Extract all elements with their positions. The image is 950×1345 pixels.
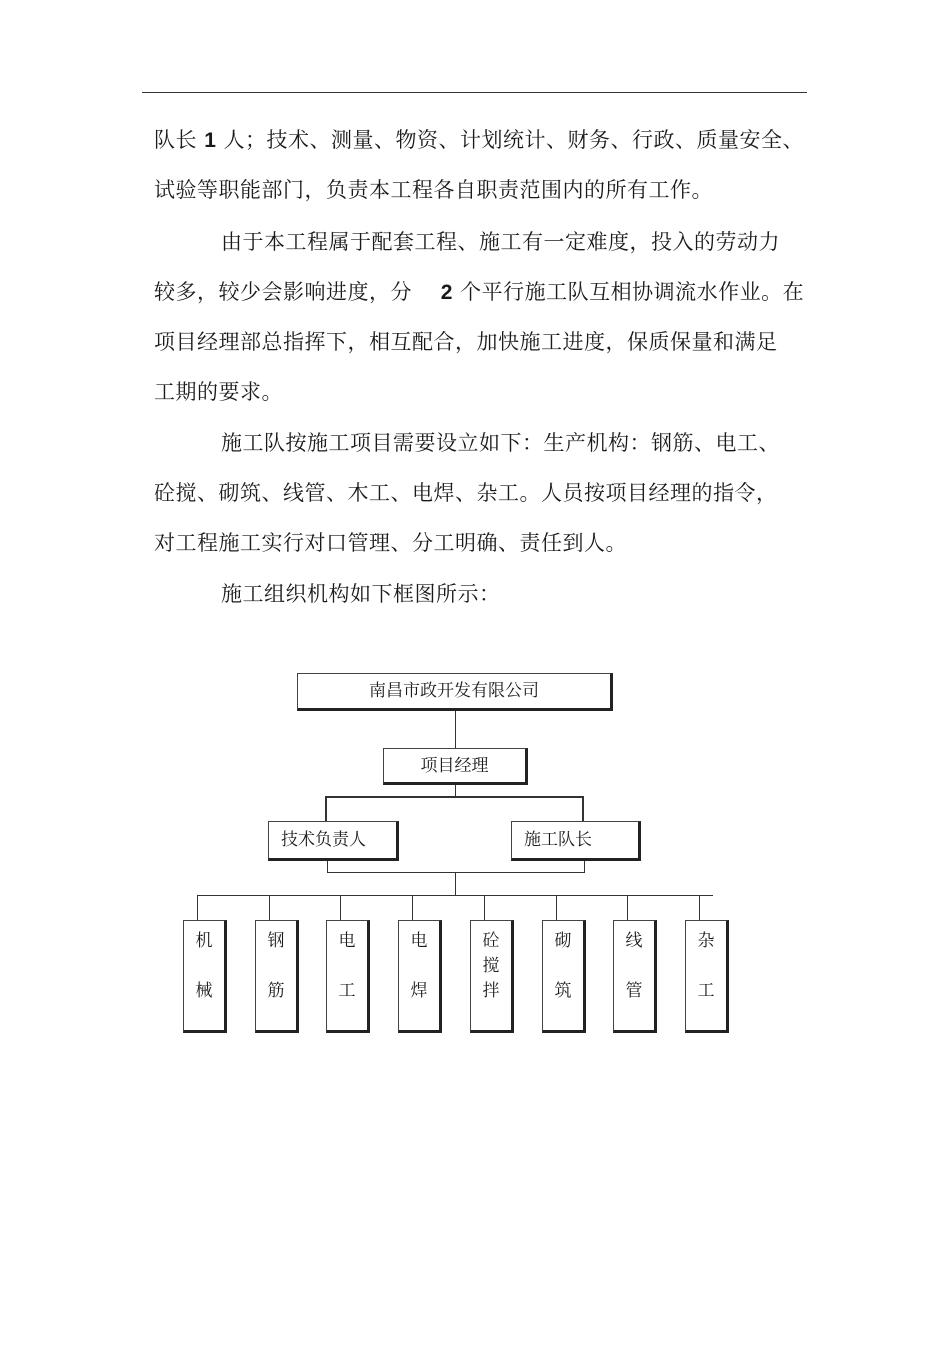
connector-line bbox=[556, 895, 557, 920]
team-label-char: 砌 bbox=[554, 931, 572, 951]
paragraph-line: 较多，较少会影响进度，分 2 个平行施工队互相协调流水作业。在 bbox=[154, 280, 805, 304]
team-label-char: 焊 bbox=[410, 981, 428, 1001]
team-node bbox=[542, 920, 586, 1033]
team-label-char: 钢 bbox=[267, 931, 285, 951]
paragraph-line: 对工程施工实行对口管理、分工明确、责任到人。 bbox=[154, 531, 627, 555]
team-label-char: 搅 bbox=[482, 956, 500, 976]
team-label-char: 管 bbox=[625, 981, 643, 1001]
team-label-char: 电 bbox=[338, 931, 356, 951]
team-node bbox=[326, 920, 370, 1033]
company-node: 南昌市政开发有限公司 bbox=[297, 673, 613, 711]
team-label-char: 电 bbox=[410, 931, 428, 951]
connector-line bbox=[325, 796, 584, 798]
connector-line bbox=[327, 872, 585, 873]
connector-line bbox=[582, 796, 584, 821]
paragraph-line: 项目经理部总指挥下，相互配合，加快施工进度，保质保量和满足 bbox=[154, 330, 778, 354]
connector-line bbox=[197, 895, 713, 896]
connector-line bbox=[699, 895, 700, 920]
paragraph-line: 砼搅、砌筑、线管、木工、电焊、杂工。人员按项目经理的指令， bbox=[154, 481, 778, 505]
connector-line bbox=[412, 895, 413, 920]
team-node bbox=[613, 920, 657, 1033]
paragraph-line: 施工队按施工项目需要设立如下：生产机构：钢筋、电工、 bbox=[221, 431, 780, 455]
connector-line bbox=[584, 861, 585, 873]
team-label-char: 工 bbox=[338, 981, 356, 1001]
team-node bbox=[470, 920, 514, 1033]
team-node bbox=[183, 920, 227, 1033]
team-node bbox=[398, 920, 442, 1033]
paragraph-line: 工期的要求。 bbox=[154, 380, 283, 404]
team-leader-node: 施工队长 bbox=[511, 821, 641, 861]
team-node bbox=[685, 920, 729, 1033]
connector-line bbox=[269, 895, 270, 920]
team-label-char: 筋 bbox=[267, 981, 285, 1001]
connector-line bbox=[325, 796, 327, 821]
connector-line bbox=[455, 711, 456, 748]
connector-line bbox=[197, 895, 198, 920]
paragraph-line: 由于本工程属于配套工程、施工有一定难度，投入的劳动力 bbox=[221, 230, 780, 254]
header-rule bbox=[142, 92, 807, 93]
paragraph-line: 试验等职能部门，负责本工程各自职责范围内的所有工作。 bbox=[154, 178, 713, 202]
tech-lead-node: 技术负责人 bbox=[268, 821, 399, 861]
paragraph-line: 施工组织机构如下框图所示： bbox=[221, 582, 501, 606]
team-label-char: 工 bbox=[697, 981, 715, 1001]
connector-line bbox=[455, 872, 456, 896]
team-label-char: 械 bbox=[195, 981, 213, 1001]
team-label-char: 砼 bbox=[482, 931, 500, 951]
team-label-char: 杂 bbox=[697, 931, 715, 951]
connector-line bbox=[340, 895, 341, 920]
team-label-char: 拌 bbox=[482, 981, 500, 1001]
team-label-char: 筑 bbox=[554, 981, 572, 1001]
team-node bbox=[255, 920, 299, 1033]
team-label-char: 线 bbox=[625, 931, 643, 951]
team-label-char: 机 bbox=[195, 931, 213, 951]
paragraph-line: 队长 1 人；技术、测量、物资、计划统计、财务、行政、质量安全、 bbox=[154, 128, 805, 152]
manager-node: 项目经理 bbox=[383, 748, 528, 785]
connector-line bbox=[627, 895, 628, 920]
connector-line bbox=[484, 895, 485, 920]
